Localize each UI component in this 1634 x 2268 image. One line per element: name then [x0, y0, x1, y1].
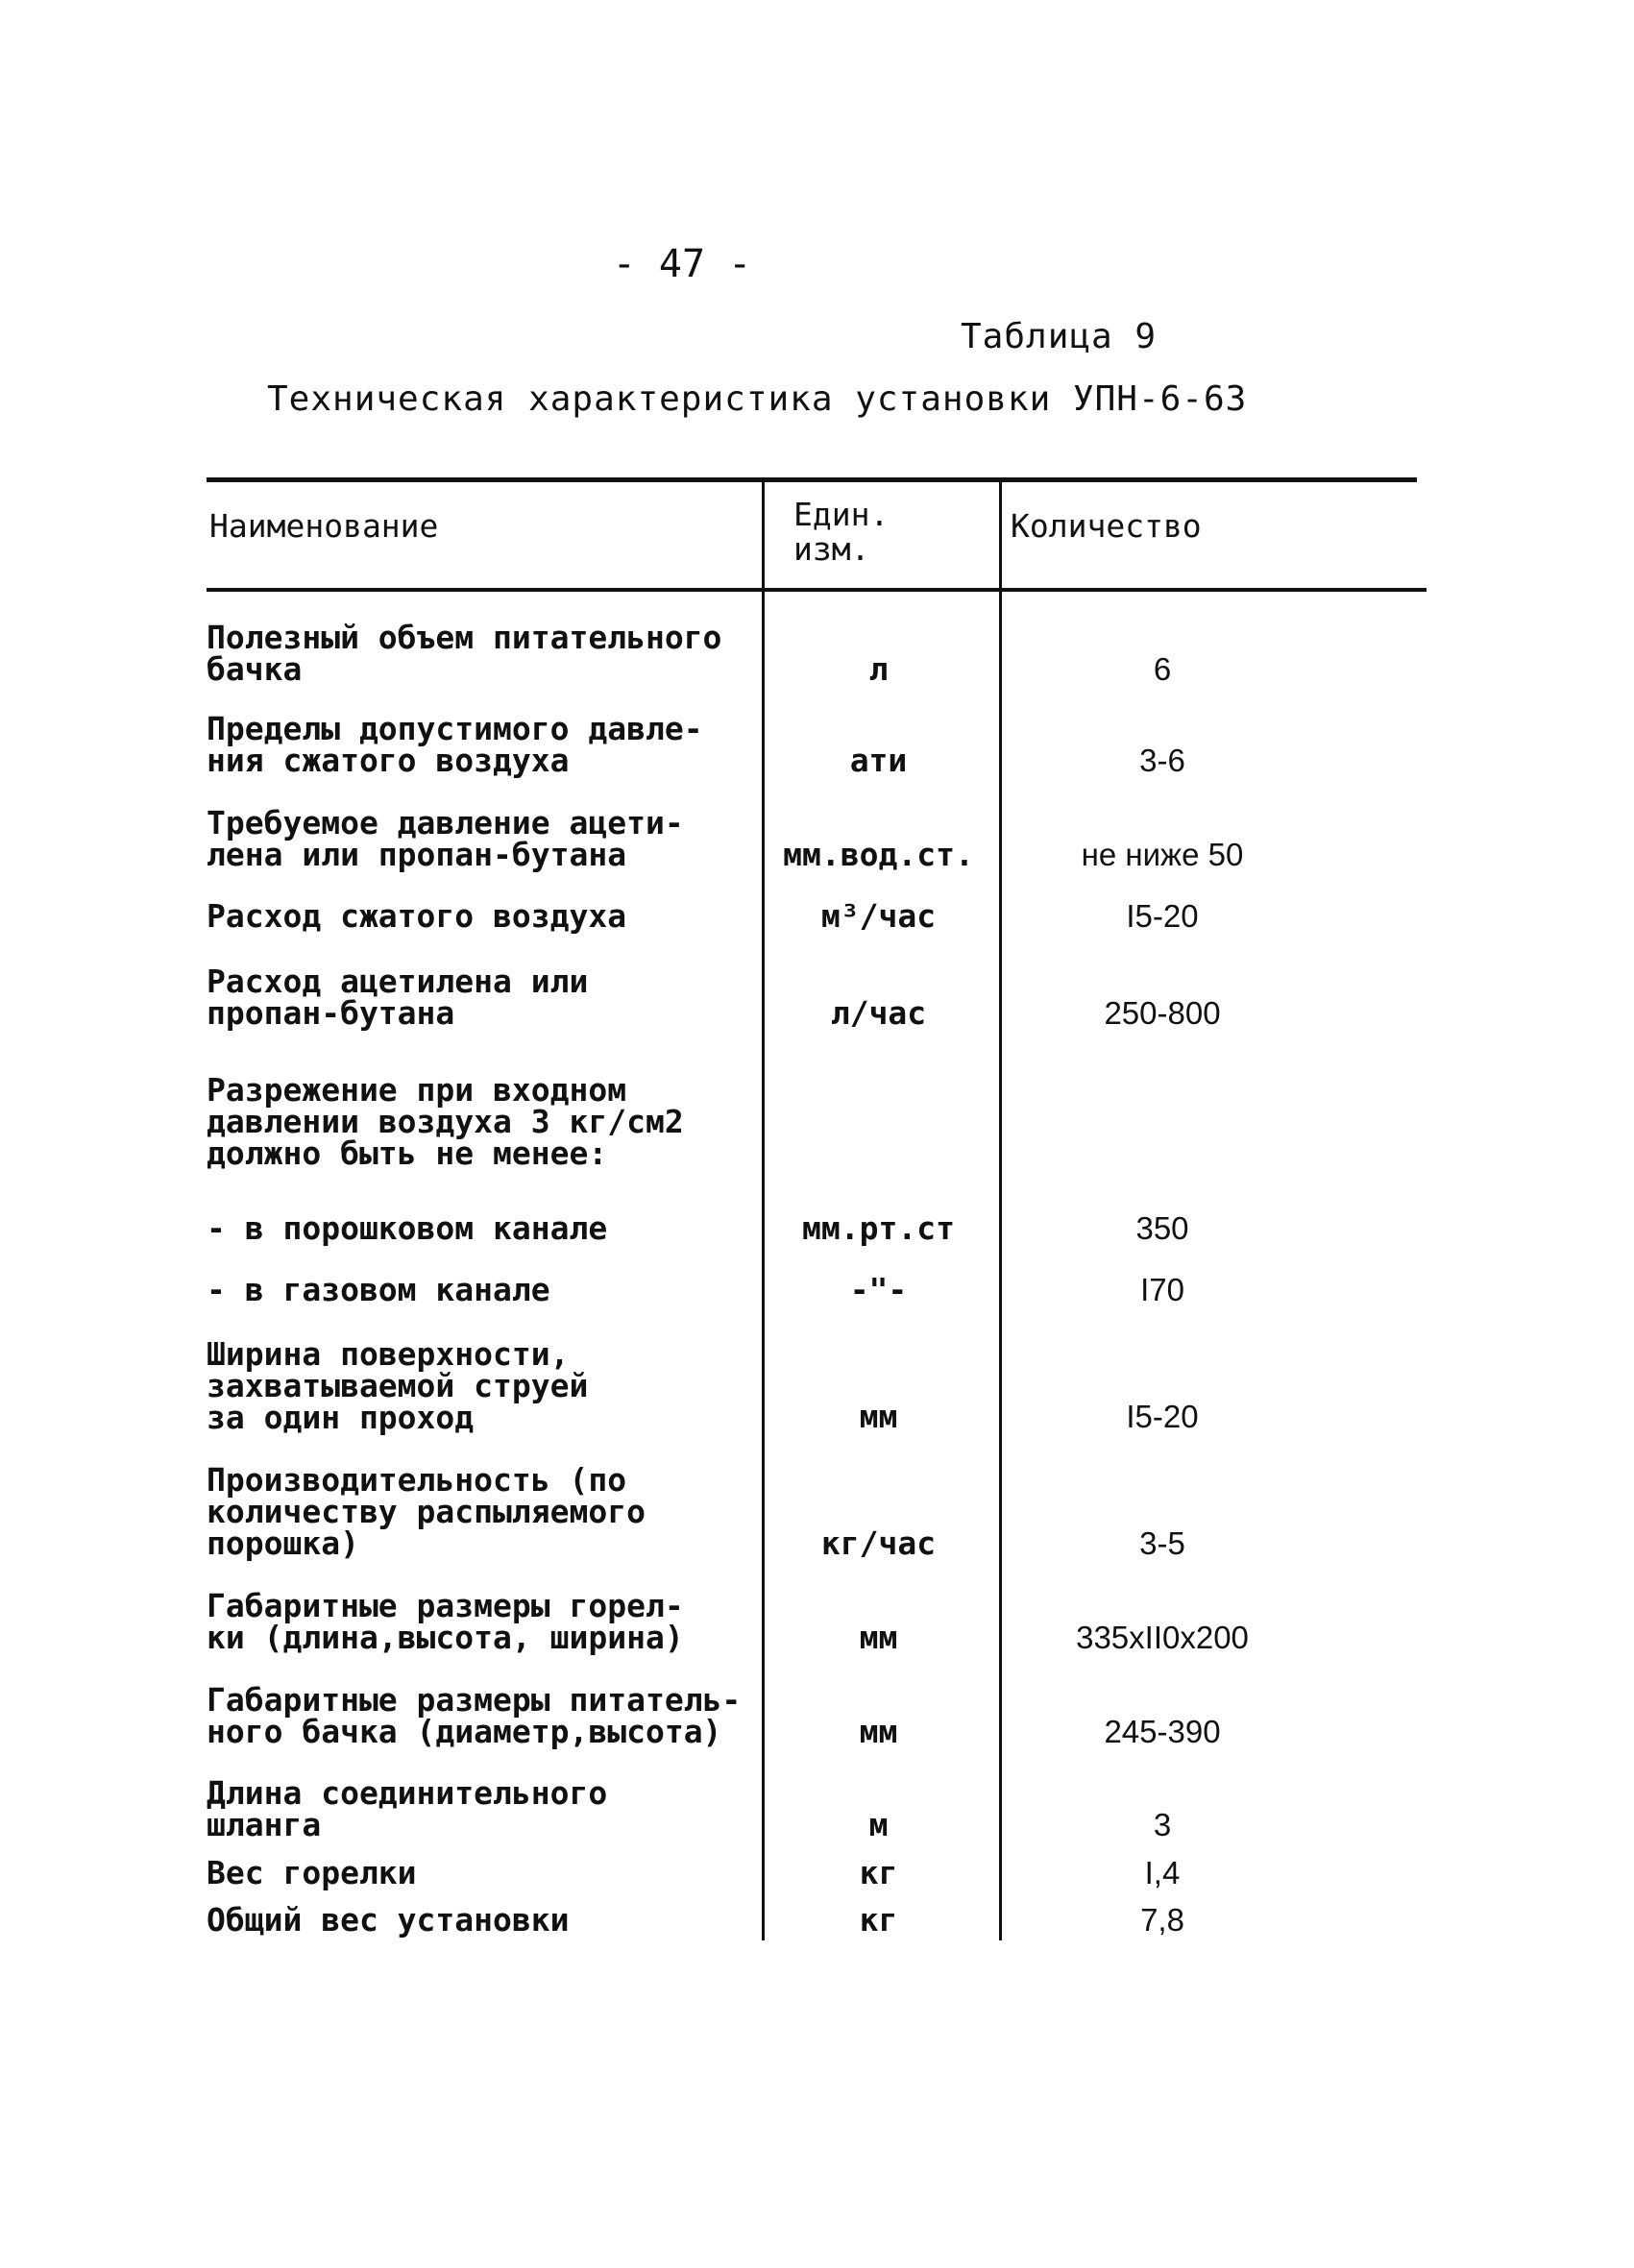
- table-row-quantity: 335хII0х200: [1076, 1620, 1249, 1655]
- table-row-quantity: 3-6: [1139, 743, 1185, 778]
- table-row-name: Расход ацетилена или пропан-бутана: [207, 963, 589, 1032]
- table-row-unit: кг: [859, 1854, 898, 1891]
- table-row-quantity: не ниже 50: [1081, 837, 1244, 872]
- table-row-unit: мм.рт.ст: [802, 1209, 955, 1247]
- table-row-name: Вес горелки: [207, 1854, 417, 1891]
- table-header-rule: [207, 588, 1427, 592]
- table-row-name: - в газовом канале: [207, 1271, 550, 1308]
- table-row-name: Длина соединительного шланга: [207, 1774, 608, 1843]
- table-top-rule: [207, 477, 1417, 482]
- table-row-unit: мм: [859, 1619, 898, 1656]
- table-row-name: Требуемое давление ацети- лена или пропан-бутана: [207, 804, 684, 873]
- header-name: Наименование: [209, 507, 439, 545]
- table-row-quantity: I5-20: [1126, 1399, 1199, 1434]
- table-row-quantity: 3-5: [1139, 1525, 1185, 1561]
- table-row-name: Расход сжатого воздуха: [207, 897, 627, 935]
- table-row-name: Общий вес установки: [207, 1901, 570, 1939]
- table-row-quantity: 350: [1135, 1210, 1189, 1246]
- table-row-unit: м³/час: [820, 897, 937, 935]
- table-row-quantity: 6: [1153, 651, 1172, 687]
- table-row-name: Габаритные размеры горел- ки (длина,высота, ширина): [207, 1587, 684, 1656]
- table-row-name: Производительность (по количеству распыляемого порошка): [207, 1461, 646, 1562]
- table-row-quantity: 3: [1153, 1807, 1172, 1842]
- header-unit: Един. изм.: [793, 496, 890, 568]
- table-row-unit: -"-: [849, 1271, 908, 1308]
- table-row-name: - в порошковом канале: [207, 1209, 608, 1247]
- table-row-name: Габаритные размеры питатель- ного бачка (диаметр,высота): [207, 1681, 742, 1750]
- table-row-unit: кг/час: [820, 1524, 937, 1562]
- quantity-column-divider: [999, 480, 1002, 1940]
- table-row-unit: мм: [859, 1713, 898, 1750]
- table-row-quantity: 7,8: [1140, 1902, 1184, 1938]
- table-row-name: Полезный объем питательного бачка: [207, 619, 722, 688]
- table-row-quantity: 245-390: [1104, 1714, 1221, 1749]
- header-quantity: Количество: [1011, 507, 1202, 545]
- table-row-unit: л: [868, 650, 889, 688]
- table-title: Техническая характеристика установки УПН-6-63: [267, 379, 1248, 419]
- table-row-unit: м: [868, 1806, 889, 1843]
- table-row-name: Ширина поверхности, захватываемой струей за один проход: [207, 1335, 589, 1436]
- page-number: - 47 -: [612, 242, 752, 286]
- table-row-unit: мм.вод.ст.: [783, 836, 974, 873]
- table-row-name: Разрежение при входном давлении воздуха 3 кг/см2 должно быть не менее:: [207, 1071, 684, 1172]
- table-row-unit: л/час: [830, 994, 927, 1032]
- table-row-unit: мм: [859, 1398, 898, 1435]
- table-row-quantity: I70: [1140, 1272, 1184, 1307]
- table-label: Таблица 9: [961, 317, 1158, 356]
- table-row-quantity: I,4: [1144, 1855, 1181, 1890]
- table-row-quantity: 250-800: [1104, 995, 1221, 1031]
- table-row-unit: кг: [859, 1901, 898, 1939]
- table-row-quantity: I5-20: [1126, 898, 1199, 934]
- table-row-unit: ати: [849, 742, 908, 779]
- table-row-name: Пределы допустимого давле- ния сжатого воздуха: [207, 710, 703, 779]
